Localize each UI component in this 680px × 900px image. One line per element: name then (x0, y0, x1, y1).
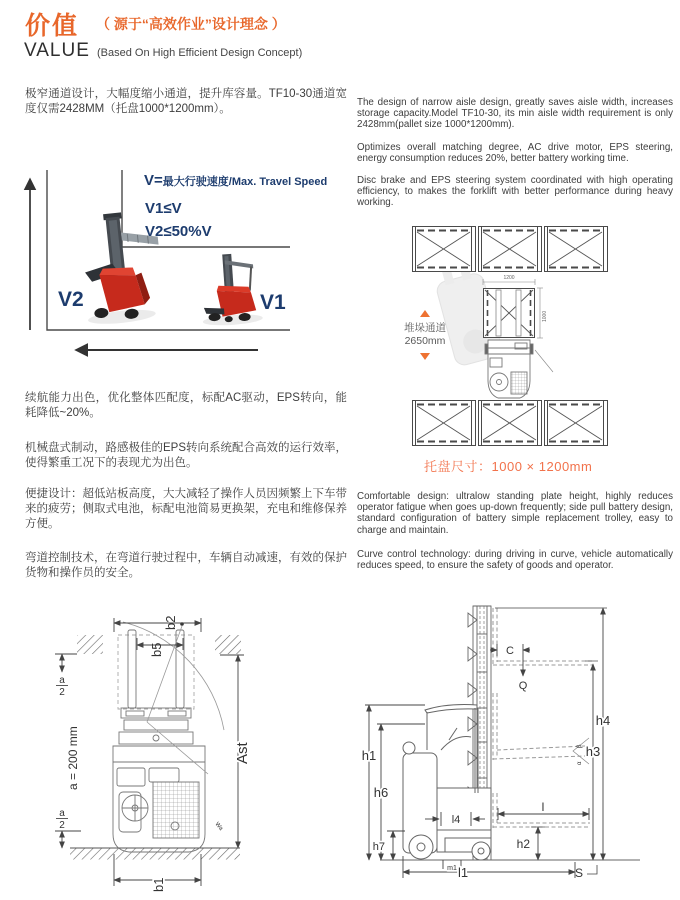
ground-hatch (70, 849, 240, 860)
dimension-lines (55, 615, 244, 886)
paragraph-zh-5: 弯道控制技术，在弯道行驶过程中，车辆自动减速，有效的保护货物和操作员的安全。 (25, 552, 347, 579)
dimension-label-h2: h2 (516, 837, 530, 851)
dimension-label-l4: l4 (451, 814, 461, 826)
dimension-label-h7: h7 (372, 841, 385, 853)
carried-pallet (484, 289, 535, 338)
svg-text:a: a (59, 675, 65, 686)
forklift-v1-photo (198, 252, 263, 327)
travel-speed-diagram-graphics (22, 160, 352, 368)
travel-speed-diagram (22, 160, 352, 368)
dimension-label-b5: b5 (149, 642, 164, 657)
pallet (479, 401, 542, 446)
pallet-size-caption-value: 1000 × 1200mm (491, 459, 593, 474)
paragraph-zh-4: 便捷设计：超低站板高度，大大减轻了操作人员因频繁上下车带来的疲劳；侧取式电池，标配电池简易更换架，充电和维修保养方便。 (25, 488, 347, 530)
dimension-label-h6: h6 (373, 785, 389, 800)
pallet-depth-dimension: 1000 (542, 310, 548, 322)
dimension-label-h1: h1 (361, 748, 377, 763)
dimension-label-b2: b2 (163, 615, 178, 630)
aisle-width-label (399, 310, 451, 360)
paragraph-zh-3: 机械盘式制动，路感极佳的EPS转向系统配合高效的运行效率，使得繁重工况下的表现尤为出色。 (25, 442, 348, 469)
dimension-label-a-eq: a = 200 mm (66, 726, 80, 790)
speed-formula-text: 最大行驶速度/Max. Travel Speed (162, 176, 328, 188)
speed-rule-1: V1≤V (145, 200, 182, 217)
paragraph-en-3: Disc brake and EPS steering system coordinated with high operating efficiency, to makes the forklift with better performance during heavy working. (357, 175, 673, 209)
fork-positions-drawing (493, 608, 593, 828)
pallet-width-dimension: 1200 (503, 275, 515, 281)
paragraph-en-5: Curve control technology: during driving in curve, vehicle automatically reduces speed, to ensure the safety of goods and operator. (357, 549, 673, 572)
pallet (545, 401, 608, 446)
speed-rule-2: V2≤50%V (145, 223, 212, 240)
dimension-label-l: l (541, 800, 545, 814)
label-v2: V2 (58, 288, 84, 311)
truck-side-view-drawing (403, 705, 491, 860)
rack-hatch-right (215, 635, 241, 654)
aisle-label-value: 2650mm (404, 335, 446, 347)
paragraph-zh-1: 极窄通道设计，大幅度缩小通道，提升库容量。TF10-30通道宽度仅需2428MM（托盘1000*1200mm）。 (25, 88, 347, 115)
truck-top-view (485, 340, 533, 398)
pallet-size-caption (424, 456, 592, 475)
aisle-diagram (385, 218, 675, 458)
paragraph-zh-2: 续航能力出色，优化整体匹配度，标配AC驱动，EPS转向，能耗降低~20%。 (25, 392, 347, 419)
pallet (413, 227, 476, 272)
paragraph-en-2: Optimizes overall matching degree, AC drive motor, EPS steering, energy consumption reduces 20%, better battery working time. (357, 142, 673, 165)
technical-drawing-top-view (25, 602, 335, 897)
pallet (545, 227, 608, 272)
dimension-label-m1: m1 (447, 865, 457, 872)
dimension-label-h4: h4 (595, 713, 611, 728)
technical-drawing-side-view (345, 598, 675, 898)
dimension-label-s: S (574, 866, 583, 880)
dimension-label-h3: h3 (585, 744, 601, 759)
truck-top-view-drawing (113, 622, 224, 852)
page-title-cn: 价值 (25, 12, 80, 40)
speed-formula-v: V= (144, 172, 163, 189)
dimension-label-b1: b1 (151, 877, 166, 892)
dimension-label-ast: Ast (234, 742, 251, 764)
tilt-angle-alpha: α (577, 761, 583, 765)
dimension-label-a-half-top (56, 675, 68, 698)
dimension-label-l1: l1 (457, 865, 469, 880)
page-title-cn-sub: （ 源于“高效作业”设计理念 ） (96, 16, 286, 32)
dimension-label-wa: Wa (213, 821, 224, 833)
svg-text:2: 2 (59, 687, 65, 698)
tilt-angle-beta: β (577, 744, 583, 748)
svg-text:2: 2 (59, 820, 65, 831)
arrow-down-icon (420, 353, 430, 360)
svg-text:a: a (59, 808, 65, 819)
page-title-en: VALUE (24, 40, 90, 61)
label-v1: V1 (260, 291, 286, 314)
dimension-label-c: C (506, 645, 514, 657)
aisle-label-text: 堆垛通道 (404, 322, 446, 334)
pallet-size-caption-label: 托盘尺寸： (424, 459, 492, 474)
paragraph-en-1: The design of narrow aisle design, greatly saves aisle width, increases storage capacity.Model TF10-30, its min aisle width requirement is only 2428mm(pallet size 1000*1200mm). (357, 97, 673, 131)
pallet (479, 227, 542, 272)
load-label-q: Q (518, 680, 528, 692)
page-title-en-sub: (Based On High Efficient Design Concept) (97, 47, 303, 59)
arrow-up-icon (420, 310, 430, 317)
pallet (413, 401, 476, 446)
paragraph-en-4: Comfortable design: ultralow standing plate height, highly reduces operator fatigue when goes up-down frequently; side pull battery design, standard configuration of battery simple replacement trolley, easy to charge and maintain. (357, 491, 673, 536)
speed-formula (144, 172, 327, 189)
dimension-label-a-half-bottom (56, 808, 68, 831)
rack-hatch-left (77, 635, 103, 654)
